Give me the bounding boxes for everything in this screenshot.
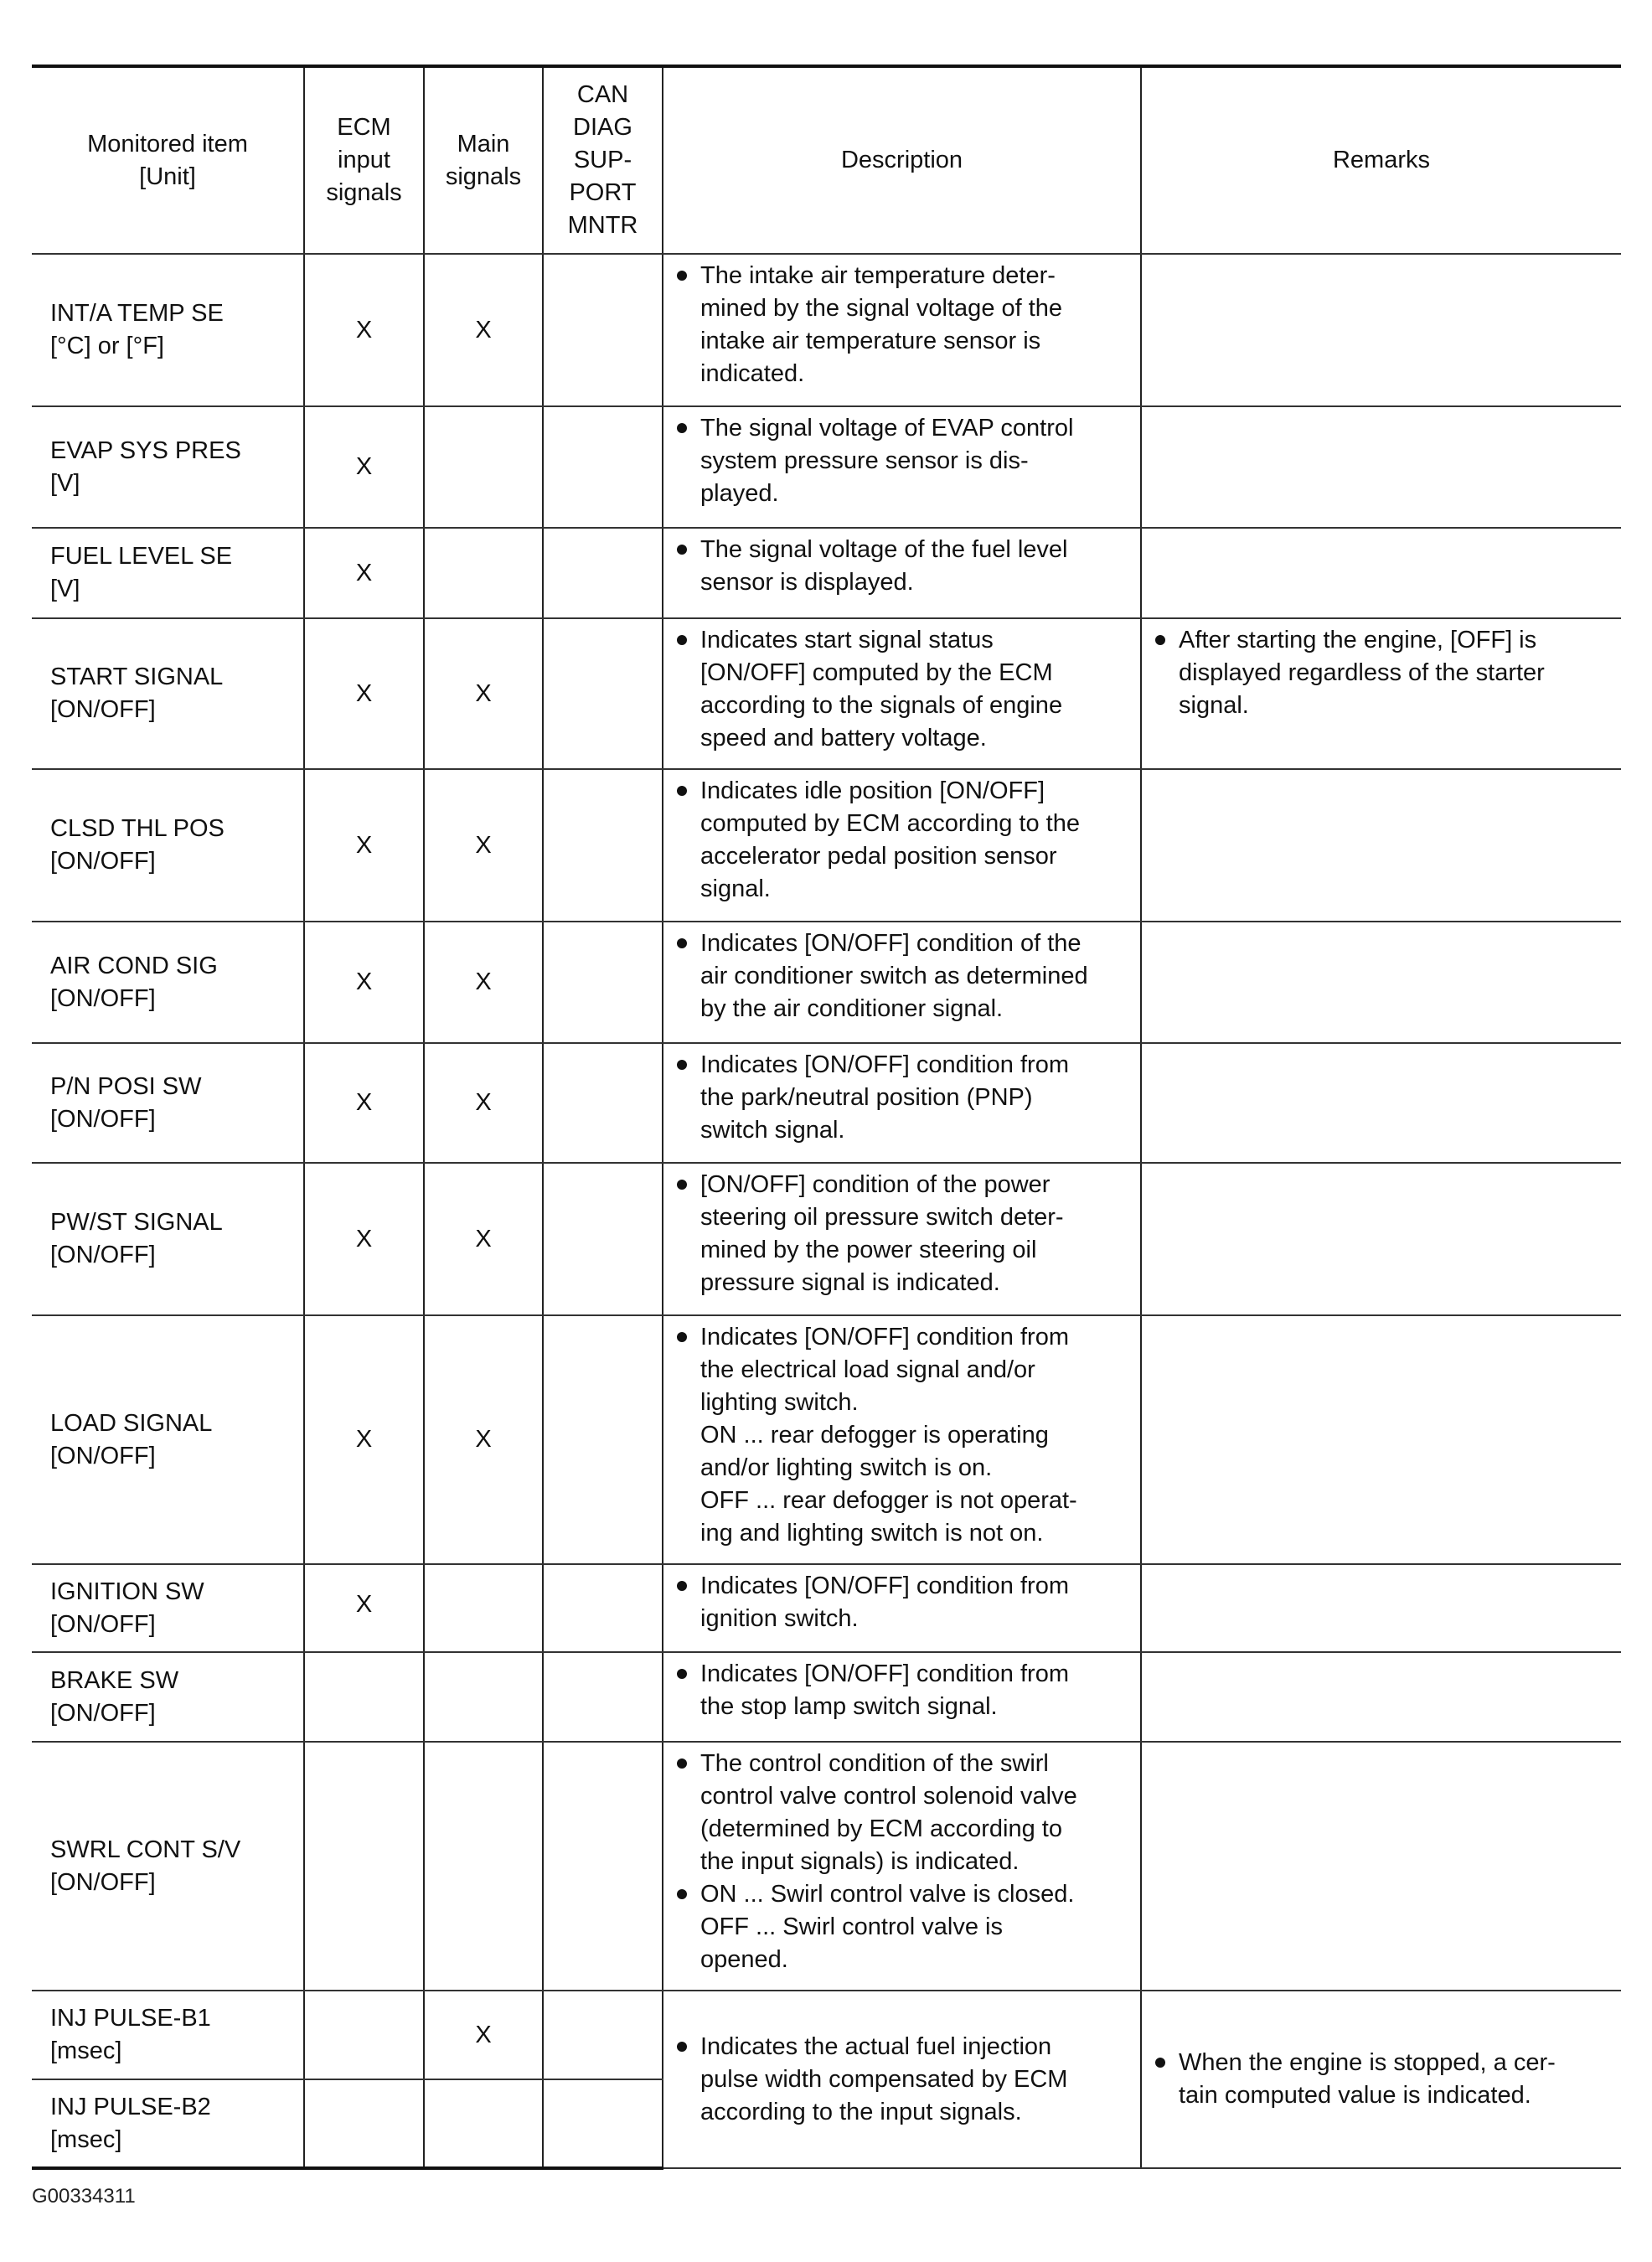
table-row [32, 1043, 1621, 1163]
bullet-icon [677, 1180, 687, 1190]
remarks [1141, 1043, 1621, 1163]
main-signal-mark [424, 1564, 543, 1652]
can-diag-mark [543, 528, 663, 618]
bullet-icon [677, 545, 687, 555]
can-diag-mark [543, 1742, 663, 1991]
bullet-item: [ON/OFF] condition of the power steering oil pressure switch deter- mined by the power steering oil pressure signal is indicated. [670, 1169, 1132, 1299]
description [663, 1163, 1141, 1315]
description [663, 1742, 1141, 1991]
bullet-icon [677, 2042, 687, 2052]
bullet-icon [677, 1669, 687, 1679]
main-signal-mark [424, 2079, 543, 2168]
remarks [1141, 1652, 1621, 1742]
col-main-signals: Main signals [424, 66, 543, 254]
table-row [32, 254, 1621, 406]
can-diag-mark [543, 1043, 663, 1163]
bullet-item: Indicates the actual fuel injection pulse width compensated by ECM according to the input signals. [670, 2031, 1132, 2129]
bullet-item: ON ... Swirl control valve is closed. OFF ... Swirl control valve is opened. [670, 1878, 1132, 1976]
bullet-item: The intake air temperature deter- mined by the signal voltage of the intake air temperature sensor is indicated. [670, 260, 1132, 390]
bullet-icon [677, 271, 687, 281]
bullet-icon [677, 635, 687, 645]
main-signal-mark: X [424, 1163, 543, 1315]
table-row [32, 769, 1621, 922]
remarks [1141, 1315, 1621, 1564]
monitored-item: EVAP SYS PRES [V] [32, 406, 304, 528]
description [663, 254, 1141, 406]
monitored-item: INJ PULSE-B1 [msec] [32, 1991, 304, 2079]
can-diag-mark [543, 1315, 663, 1564]
bullet-item: Indicates [ON/OFF] condition from the electrical load signal and/or lighting switch. ON ... rear defogger is operating and/or lighting switch is on. OFF ... rear defogger is not operat- ing and lighting switch is not on. [670, 1321, 1132, 1550]
description [663, 618, 1141, 769]
ecm-input-mark: X [304, 1564, 424, 1652]
header-row [32, 66, 1621, 254]
bullet-icon [677, 1332, 687, 1342]
main-signal-mark: X [424, 1315, 543, 1564]
monitored-item: INJ PULSE-B2 [msec] [32, 2079, 304, 2168]
monitored-item: PW/ST SIGNAL [ON/OFF] [32, 1163, 304, 1315]
remarks [1141, 769, 1621, 922]
bullet-item: The control condition of the swirl control valve control solenoid valve (determined by ECM according to the input signals) is indicated. [670, 1748, 1132, 1878]
remarks [1141, 1163, 1621, 1315]
can-diag-mark [543, 769, 663, 922]
can-diag-mark [543, 1163, 663, 1315]
monitored-item: BRAKE SW [ON/OFF] [32, 1652, 304, 1742]
bullet-icon [677, 1758, 687, 1769]
description [663, 1652, 1141, 1742]
remarks [1141, 1564, 1621, 1652]
main-signal-mark: X [424, 254, 543, 406]
can-diag-mark [543, 406, 663, 528]
table-row [32, 1163, 1621, 1315]
table-row [32, 1315, 1621, 1564]
table-row [32, 618, 1621, 769]
bullet-item: Indicates [ON/OFF] condition of the air conditioner switch as determined by the air conditioner signal. [670, 927, 1132, 1025]
main-signal-mark: X [424, 922, 543, 1043]
bullet-item: Indicates [ON/OFF] condition from the park/neutral position (PNP) switch signal. [670, 1049, 1132, 1147]
description [663, 1564, 1141, 1652]
ecm-input-mark [304, 2079, 424, 2168]
description [663, 528, 1141, 618]
bullet-icon [677, 1581, 687, 1591]
bullet-item: Indicates start signal status [ON/OFF] computed by the ECM according to the signals of engine speed and battery voltage. [670, 624, 1132, 755]
bullet-icon [677, 938, 687, 948]
remarks [1141, 254, 1621, 406]
bullet-icon [677, 1889, 687, 1899]
bullet-item: The signal voltage of the fuel level sensor is displayed. [670, 534, 1132, 599]
ecm-input-mark: X [304, 618, 424, 769]
ecm-input-mark: X [304, 769, 424, 922]
table-row [32, 922, 1621, 1043]
monitored-item: CLSD THL POS [ON/OFF] [32, 769, 304, 922]
remarks [1141, 406, 1621, 528]
bullet-item: The signal voltage of EVAP control system pressure sensor is dis- played. [670, 412, 1132, 510]
ecm-input-mark: X [304, 254, 424, 406]
remarks [1141, 1991, 1621, 2168]
can-diag-mark [543, 1652, 663, 1742]
ecm-input-mark [304, 1652, 424, 1742]
figure-code: G00334311 [32, 2185, 136, 2208]
col-description: Description [663, 66, 1141, 254]
main-signal-mark [424, 1652, 543, 1742]
table-row [32, 1564, 1621, 1652]
main-signal-mark [424, 406, 543, 528]
description [663, 1043, 1141, 1163]
ecm-input-mark: X [304, 1043, 424, 1163]
main-signal-mark: X [424, 1043, 543, 1163]
bullet-icon [1155, 2058, 1165, 2068]
can-diag-mark [543, 922, 663, 1043]
col-can-diag: CAN DIAG SUP- PORT MNTR [543, 66, 663, 254]
monitored-item: P/N POSI SW [ON/OFF] [32, 1043, 304, 1163]
table-row [32, 528, 1621, 618]
bullet-item: Indicates idle position [ON/OFF] computed by ECM according to the accelerator pedal position sensor signal. [670, 775, 1132, 906]
bullet-icon [677, 786, 687, 796]
monitored-item: INT/A TEMP SE [°C] or [°F] [32, 254, 304, 406]
monitored-item: START SIGNAL [ON/OFF] [32, 618, 304, 769]
remarks [1141, 1742, 1621, 1991]
description [663, 1315, 1141, 1564]
col-monitored-item: Monitored item [Unit] [32, 66, 304, 254]
can-diag-mark [543, 254, 663, 406]
remarks [1141, 528, 1621, 618]
bullet-item: After starting the engine, [OFF] is displayed regardless of the starter signal. [1149, 624, 1613, 722]
ecm-input-mark: X [304, 1163, 424, 1315]
monitored-item: LOAD SIGNAL [ON/OFF] [32, 1315, 304, 1564]
monitored-items-table [32, 65, 1621, 2170]
monitored-item: AIR COND SIG [ON/OFF] [32, 922, 304, 1043]
main-signal-mark [424, 528, 543, 618]
col-remarks: Remarks [1141, 66, 1621, 254]
monitored-item: IGNITION SW [ON/OFF] [32, 1564, 304, 1652]
remarks [1141, 618, 1621, 769]
main-signal-mark: X [424, 1991, 543, 2079]
col-ecm-input: ECM input signals [304, 66, 424, 254]
table-row [32, 1652, 1621, 1742]
ecm-input-mark: X [304, 406, 424, 528]
can-diag-mark [543, 618, 663, 769]
bullet-item: Indicates [ON/OFF] condition from the stop lamp switch signal. [670, 1658, 1132, 1723]
bullet-icon [1155, 635, 1165, 645]
can-diag-mark [543, 1991, 663, 2079]
ecm-input-mark: X [304, 922, 424, 1043]
main-signal-mark: X [424, 769, 543, 922]
can-diag-mark [543, 2079, 663, 2168]
description [663, 769, 1141, 922]
bullet-item: Indicates [ON/OFF] condition from ignition switch. [670, 1570, 1132, 1635]
description [663, 1991, 1141, 2168]
can-diag-mark [543, 1564, 663, 1652]
ecm-input-mark: X [304, 1315, 424, 1564]
main-signal-mark: X [424, 618, 543, 769]
description [663, 922, 1141, 1043]
monitored-item: FUEL LEVEL SE [V] [32, 528, 304, 618]
monitored-item: SWRL CONT S/V [ON/OFF] [32, 1742, 304, 1991]
ecm-input-mark: X [304, 528, 424, 618]
description [663, 406, 1141, 528]
table-row [32, 406, 1621, 528]
ecm-input-mark [304, 1742, 424, 1991]
ecm-input-mark [304, 1991, 424, 2079]
remarks [1141, 922, 1621, 1043]
table-row [32, 1991, 1621, 2079]
bullet-icon [677, 423, 687, 433]
main-signal-mark [424, 1742, 543, 1991]
bullet-icon [677, 1060, 687, 1070]
bullet-item: When the engine is stopped, a cer- tain computed value is indicated. [1149, 2047, 1613, 2112]
table-row [32, 1742, 1621, 1991]
